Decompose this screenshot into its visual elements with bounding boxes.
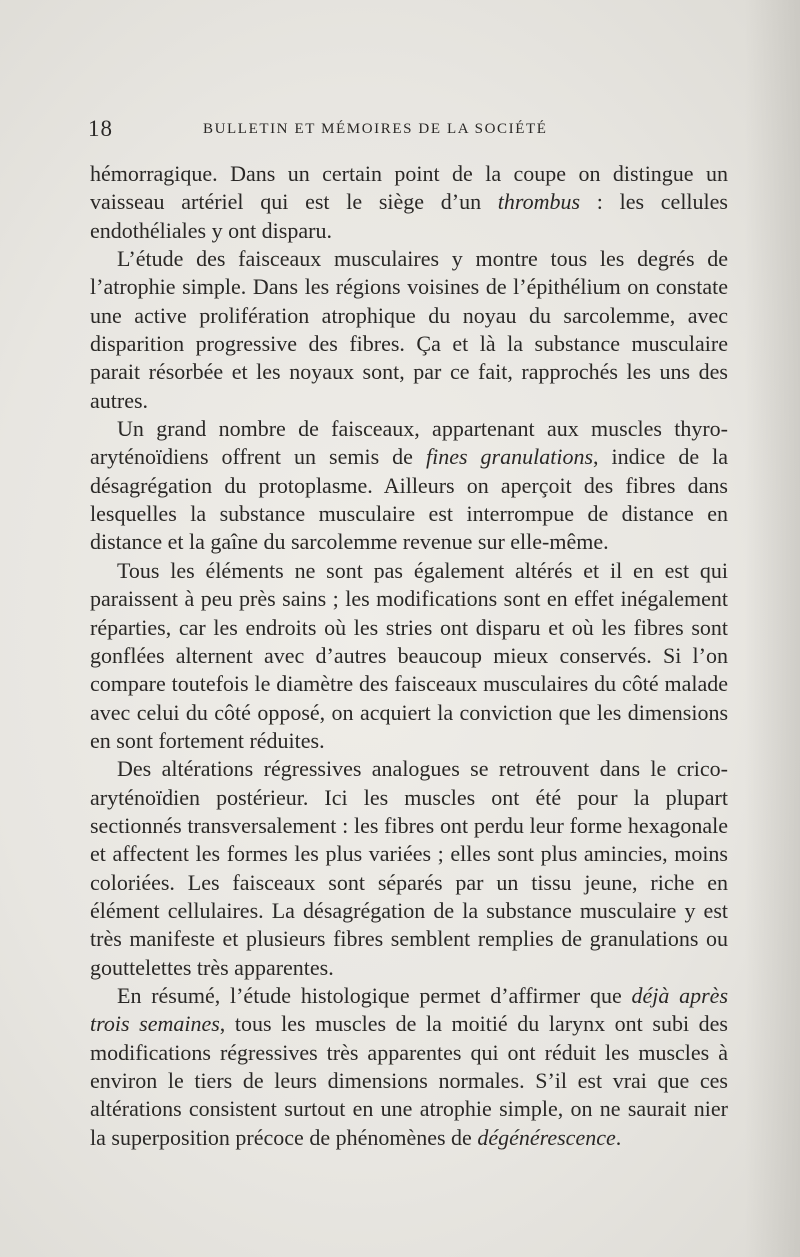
- running-title: BULLETIN ET MÉMOIRES DE LA SOCIÉTÉ: [203, 121, 548, 137]
- page-number: 18: [88, 116, 113, 141]
- paragraph-3-italic: fines granulations: [425, 444, 594, 470]
- paragraph-4: Tous les éléments ne sont pas également altérés et il en est qui paraissent à peu près sains ; les modifications sont en effet inégalement réparties, car les endroits où les stries ont disparu et où les fibres sont gonflées alternent avec d’autres beaucoup mieux conservés. Si l’on compare toutefois le diamètre des faisceaux musculaires du côté malade avec celui du côté opposé, on acquiert la conviction que les dimensions en sont fortement réduites.: [90, 557, 728, 753]
- paragraph-1-text-a: hémorragique. Dans un certain point de la coupe on distingue un vaisseau artériel qui est le siège d’un: [90, 161, 728, 215]
- page-gutter-shadow: [745, 0, 800, 1257]
- running-head: [88, 116, 728, 146]
- paragraph-3-text-a: Un grand nombre de faisceaux, appartenant aux muscles thyro-aryténoïdiens offrent un semis de: [90, 416, 728, 470]
- paragraph-5: Des altérations régressives analogues se retrouvent dans le crico-aryténoïdien postérieur. Ici les muscles ont été pour la plupart sectionnés transversalement : les fibres ont perdu leur forme hexagonale et affectent les formes les plus variées ; elles sont plus amincies, moins coloriées. Les faisceaux sont séparés par un tissu jeune, riche en élément cellulaires. La désagrégation de la substance musculaire y est très manifeste et plusieurs fibres semblent remplies de granulations ou gouttelettes très apparentes.: [90, 756, 728, 980]
- paragraph-2: L’étude des faisceaux musculaires y montre tous les degrés de l’atrophie simple. Dans les régions voisines de l’épithélium on constate une active prolifération atrophique du noyau du sarcolemme, avec disparition progressive des fibres. Ça et là la substance musculaire parait résorbée et les noyaux sont, par ce fait, rapprochés les uns des autres.: [90, 246, 728, 413]
- paragraph-1: [90, 160, 728, 245]
- paragraph-3: [90, 415, 728, 557]
- paragraph-1-text-b: : les cellules endothéliales y ont disparu.: [90, 189, 728, 243]
- paragraph-6: [90, 982, 728, 1152]
- body-text: [90, 160, 728, 1152]
- paragraph-6-text-b: , tous les muscles de la moitié du larynx ont subi des modifications régressives très apparentes qui ont réduit les muscles à environ le tiers de leurs dimensions normales. S’il est vrai que ces altérations consistent surtout en une atrophie simple, on ne saurait nier la superposition précoce de phénomènes de: [90, 1011, 728, 1150]
- paragraph-6-text-a: En résumé, l’étude histologique permet d’affirmer que: [117, 982, 632, 1008]
- paragraph-6-text-c: .: [615, 1124, 622, 1150]
- paragraph-6-italic-a: déjà après trois semaines: [90, 982, 729, 1037]
- paragraph-3-text-b: , indice de la désagrégation du protoplasme. Ailleurs on aperçoit des fibres dans lesquelles la substance musculaire est interrompue de distance en distance et la gaîne du sarcolemme revenue sur elle-même.: [90, 444, 728, 555]
- paragraph-1-italic: thrombus: [497, 189, 581, 215]
- paragraph-6-italic-b: dégénérescence: [477, 1124, 616, 1150]
